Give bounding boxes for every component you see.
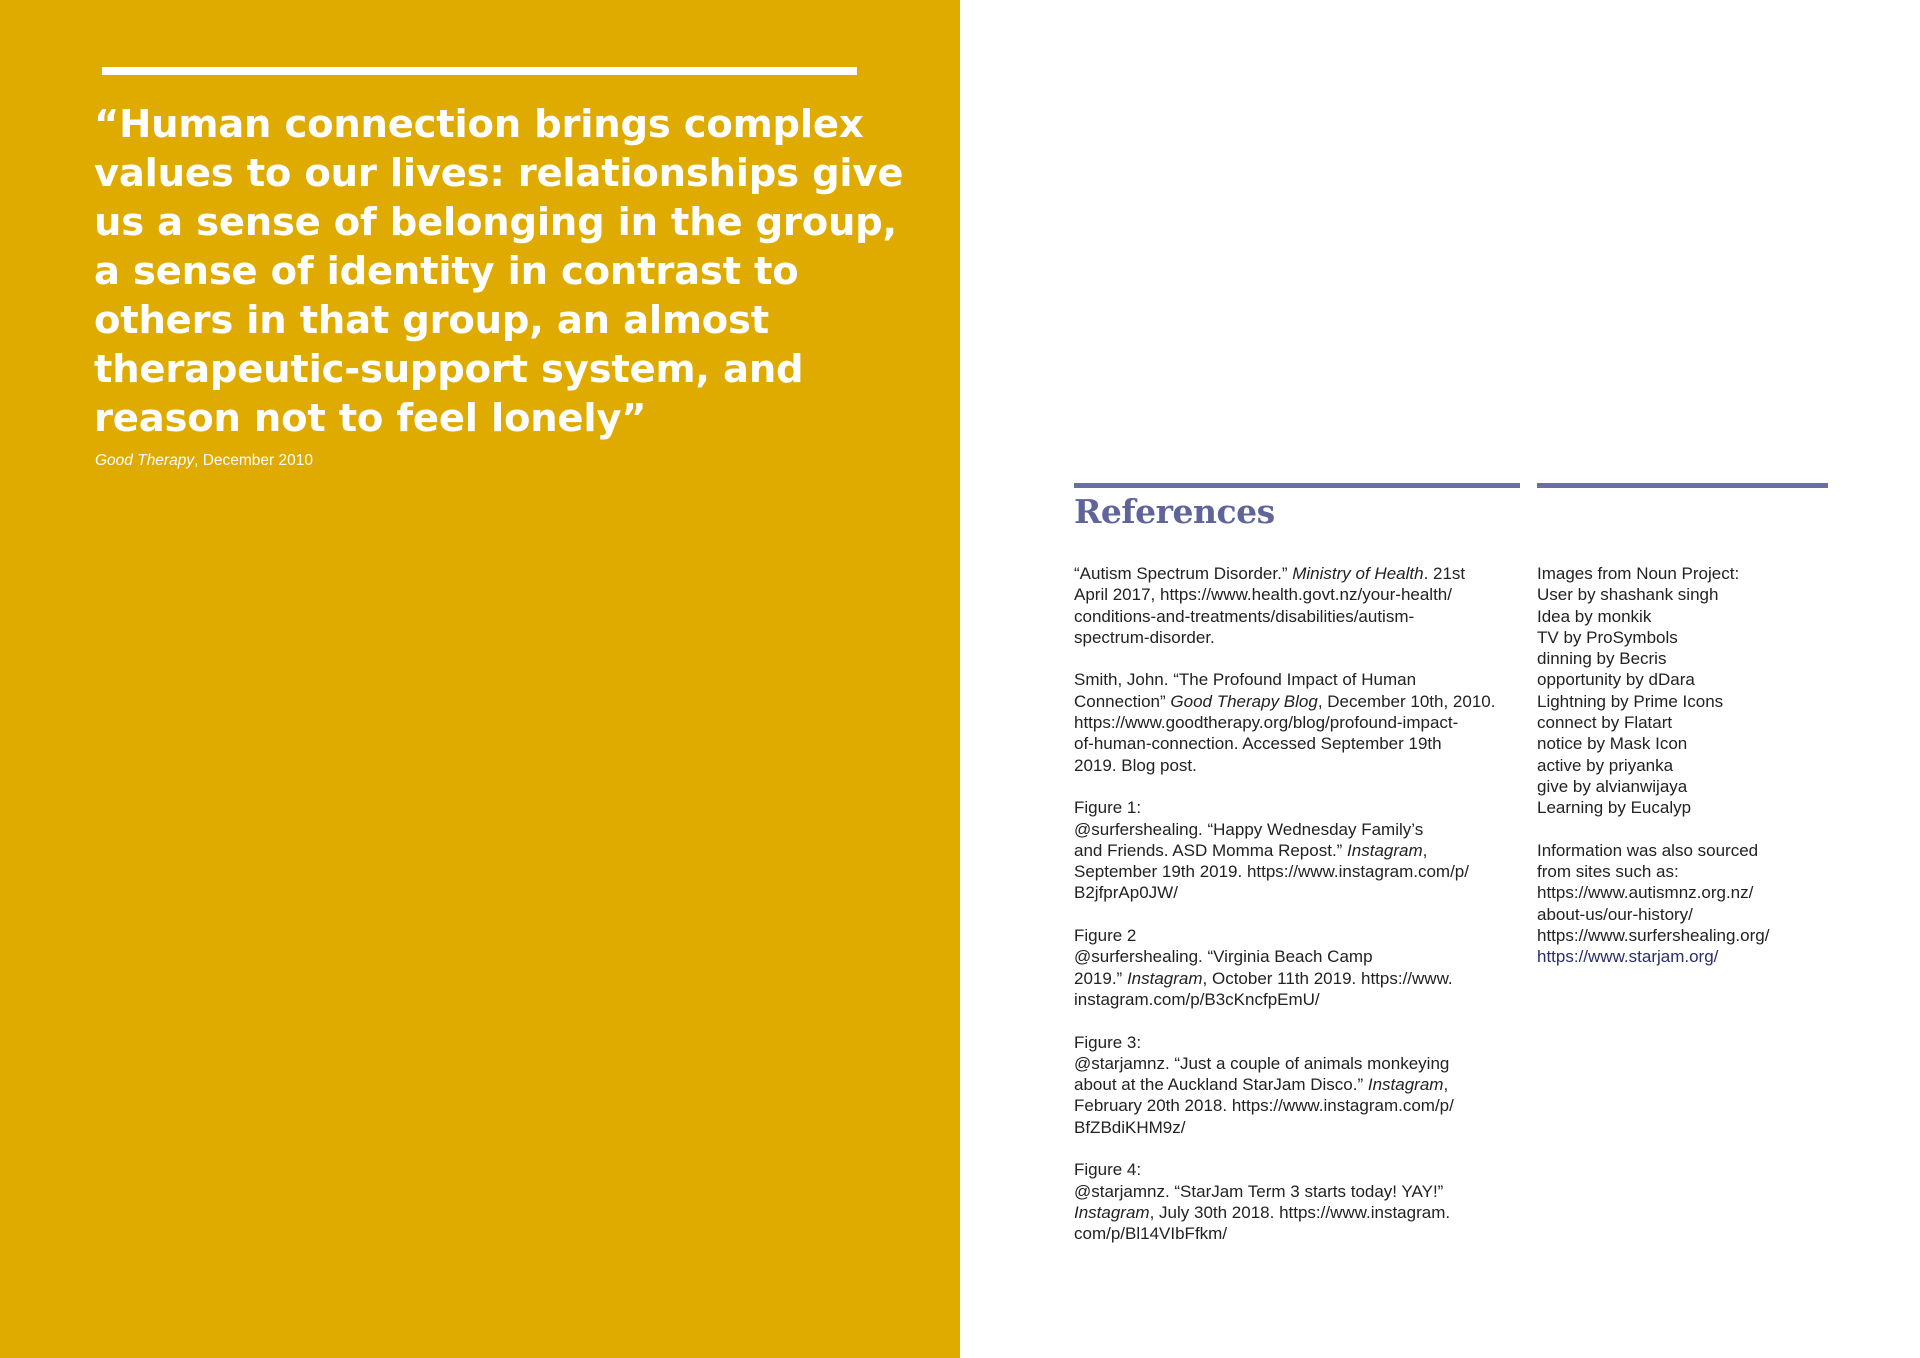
credits-title: Images from Noun Project: [1537,564,1740,583]
ref-line: @starjamnz. “Just a couple of animals monkeying [1074,1053,1450,1073]
credit-item: give by alvianwijaya [1537,776,1688,796]
ref-source: Instagram [1074,1202,1150,1222]
quote-line: others in that group, an almost [94,298,769,343]
ref-line: com/p/Bl14VIbFfkm/ [1074,1224,1228,1244]
references-heading: References [1074,492,1275,531]
ref-line: B2jfprAp0JW/ [1074,883,1178,903]
ref-text: , [1422,840,1428,860]
ref-source: Ministry of Health [1292,564,1424,583]
sources-line: from sites such as: [1537,862,1679,882]
credit-item: Learning by Eucalyp [1537,798,1692,818]
sources-line: Information was also sourced [1537,840,1759,860]
ref-text: about at the Auckland StarJam Disco.” [1074,1075,1368,1095]
ref-line: April 2017, https://www.health.govt.nz/your-health/ [1074,585,1452,605]
credit-item: opportunity by dDara [1537,670,1695,690]
starjam-link[interactable]: https://www.starjam.org/ [1537,947,1719,967]
ref-line: @surfershealing. “Virginia Beach Camp [1074,947,1373,967]
image-credits [1537,563,1837,989]
credit-item: dinning by Becris [1537,649,1667,669]
ref-text: , [1443,1075,1449,1095]
ref-text: , October 11th 2019. https://www. [1202,968,1453,988]
ref-source: Good Therapy Blog [1170,691,1318,711]
ref-text: 2019.” [1074,968,1127,988]
quote-line: reason not to feel lonely” [94,396,647,441]
ref-text: Connection” [1074,691,1171,711]
ref-source: Instagram [1126,968,1203,988]
reference-entry [1074,1159,1534,1244]
ref-line: September 19th 2019. https://www.instagram.com/p/ [1074,862,1469,882]
figure-label: Figure 3: [1074,1032,1142,1052]
ref-line: https://www.goodtherapy.org/blog/profound-impact- [1074,713,1459,733]
ref-text: . 21st [1423,564,1466,583]
reference-entry [1074,1032,1534,1138]
ref-source: Instagram [1367,1075,1444,1095]
figure-label: Figure 2 [1074,926,1137,946]
ref-line: @surfershealing. “Happy Wednesday Family’s [1074,819,1424,839]
credit-item: active by priyanka [1537,755,1674,775]
ref-line: Smith, John. “The Profound Impact of Human [1074,670,1417,690]
reference-entry [1074,669,1534,775]
references-divider [1074,483,1520,488]
reference-entry [1074,563,1534,648]
quote-source [95,452,313,470]
sources-url: about-us/our-history/ [1537,904,1693,924]
ref-source: Instagram [1347,840,1423,860]
ref-text: and Friends. ASD Momma Repost.” [1074,840,1348,860]
other-sources [1537,840,1837,968]
ref-text: “Autism Spectrum Disorder.” [1074,564,1293,583]
ref-line: 2019. Blog post. [1074,755,1197,775]
ref-line: @starjamnz. “StarJam Term 3 starts today! YAY!” [1074,1181,1444,1201]
ref-text: , July 30th 2018. https://www.instagram. [1149,1202,1451,1222]
credit-item: notice by Mask Icon [1537,734,1688,754]
ref-text: , December 10th, 2010. [1317,691,1496,711]
reference-entry [1074,797,1534,903]
credit-item: Lightning by Prime Icons [1537,691,1724,711]
noun-project-credits [1537,563,1837,819]
ref-line: spectrum-disorder. [1074,627,1215,647]
quote-line: a sense of identity in contrast to [94,249,799,294]
pull-quote [94,100,904,443]
reference-entry [1074,925,1534,1010]
quote-line: values to our lives: relationships give [94,151,904,196]
sources-url: https://www.autismnz.org.nz/ [1537,883,1754,903]
ref-line: conditions-and-treatments/disabilities/autism- [1074,606,1415,626]
ref-line: February 20th 2018. https://www.instagram.com/p/ [1074,1096,1454,1116]
quote-divider [102,67,857,75]
ref-line: BfZBdiKHM9z/ [1074,1117,1186,1137]
sources-url: https://www.surfershealing.org/ [1537,926,1770,946]
quote-line: us a sense of belonging in the group, [94,200,897,245]
ref-line: of-human-connection. Accessed September 19th [1074,734,1442,754]
credit-item: TV by ProSymbols [1537,627,1678,647]
references-list [1074,563,1534,1266]
credits-divider [1537,483,1828,488]
source-date: , December 2010 [194,452,313,469]
quote-line: therapeutic-support system, and [94,347,804,392]
quote-line: “Human connection brings complex [94,102,864,147]
source-title: Good Therapy [95,452,195,469]
credit-item: connect by Flatart [1537,713,1673,733]
credit-item: Idea by monkik [1537,606,1652,626]
figure-label: Figure 4: [1074,1160,1142,1180]
figure-label: Figure 1: [1074,798,1142,818]
credit-item: User by shashank singh [1537,585,1719,605]
ref-line: instagram.com/p/B3cKncfpEmU/ [1074,989,1320,1009]
